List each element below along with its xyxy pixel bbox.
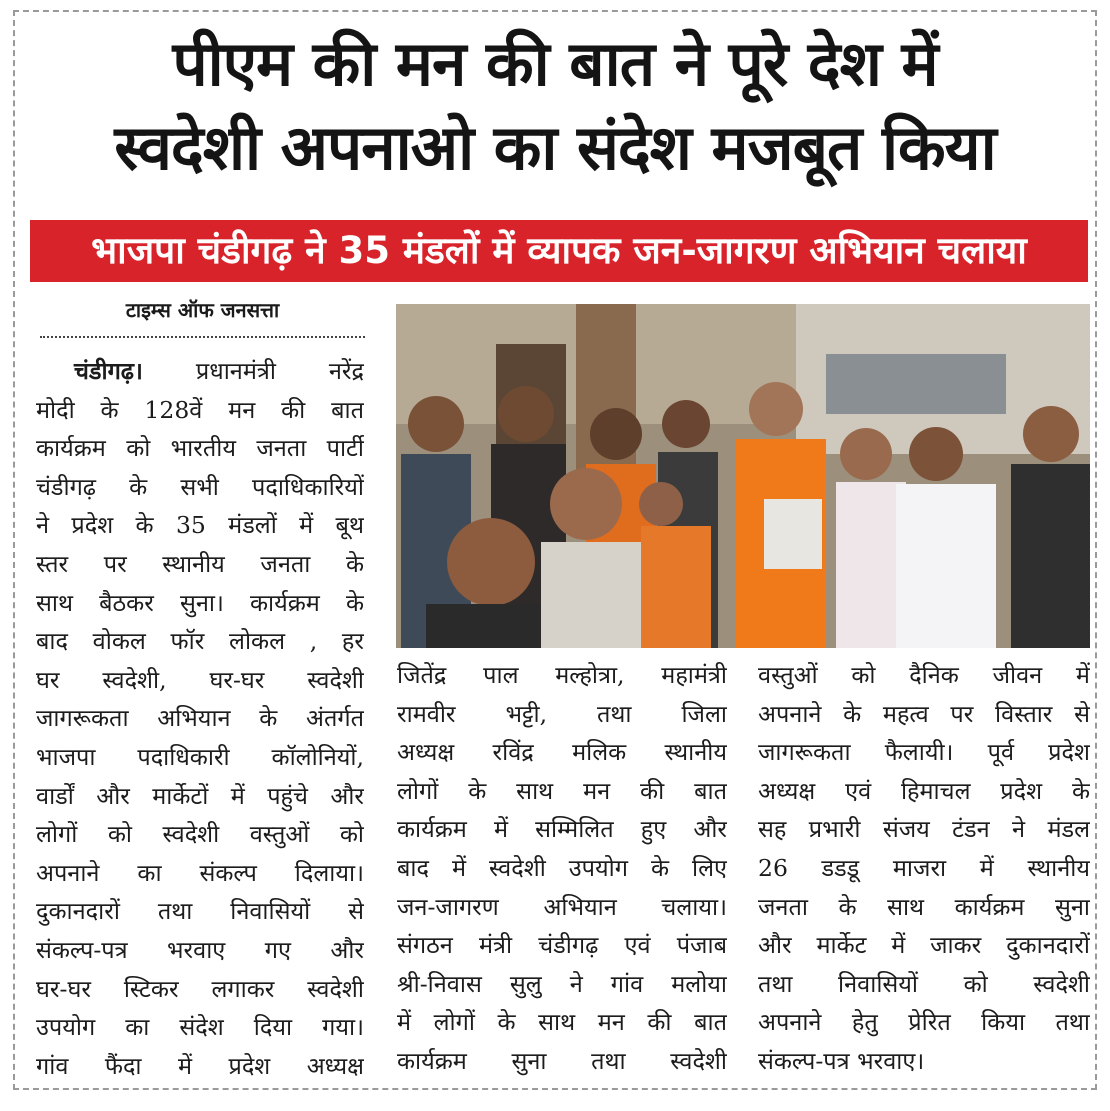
text-line: जन-जागरण अभियान चलाया। (397, 892, 727, 921)
text-line: लोगों के साथ मन की बात (397, 776, 727, 805)
byline-divider (40, 336, 365, 338)
column-1-first-line (36, 352, 364, 391)
byline: टाइम्स ऑफ जनसत्ता (125, 298, 280, 322)
text-line: बाद वोकल फॉर लोकल , हर (36, 627, 364, 656)
text-line: और मार्केट में जाकर दुकानदारों (758, 931, 1090, 960)
article-column-1 (36, 352, 364, 1085)
text-line: घर-घर स्टिकर लगाकर स्वदेशी (36, 974, 364, 1003)
headline-line-2: स्वदेशी अपनाओ का संदेश मजबूत किया (114, 111, 996, 184)
text-line: अध्यक्ष रविंद्र मलिक स्थानीय (397, 738, 727, 767)
text-line: कार्यक्रम सुना तथा स्वदेशी (397, 1046, 727, 1075)
text-line: चंडीगढ़ के सभी पदाधिकारियों (36, 472, 364, 501)
text-line: अपनाने का संकल्प दिलाया। (36, 858, 364, 887)
text-line: संकल्प-पत्र भरवाए। (758, 1046, 925, 1075)
text-line: अपनाने हेतु प्रेरित किया तथा (758, 1008, 1090, 1037)
text-line: वस्तुओं को दैनिक जीवन में (758, 661, 1090, 689)
news-photo (396, 304, 1090, 648)
text-line: जागरूकता फैलायी। पूर्व प्रदेश (758, 738, 1090, 767)
text-line: कार्यक्रम में सम्मिलित हुए और (397, 815, 727, 844)
text-line: में लोगों के साथ मन की बात (397, 1008, 727, 1037)
group-photo-illustration (396, 304, 1090, 648)
subheadline-banner: भाजपा चंडीगढ़ ने 35 मंडलों में व्यापक जन-जागरण अभियान चलाया (30, 220, 1088, 282)
text-line: ने प्रदेश के 35 मंडलों में बूथ (36, 511, 364, 540)
text-line: सह प्रभारी संजय टंडन ने मंडल (758, 815, 1090, 844)
text-line: घर स्वदेशी, घर-घर स्वदेशी (36, 665, 364, 694)
text-line: जागरूकता अभियान के अंतर्गत (36, 704, 364, 733)
dateline: चंडीगढ़। (74, 357, 143, 385)
text-line: वार्डों और मार्केटों में पहुंचे और (36, 781, 364, 810)
headline-line-1: पीएम की मन की बात ने पूरे देश में (172, 27, 938, 100)
text-line: अध्यक्ष एवं हिमाचल प्रदेश के (758, 776, 1090, 805)
text-line: संगठन मंत्री चंडीगढ़ एवं पंजाब (397, 931, 727, 960)
text-line: प्रधानमंत्री नरेंद्र (195, 357, 364, 385)
text-line: भाजपा पदाधिकारी कॉलोनियों, (36, 742, 364, 771)
article-column-2 (397, 656, 727, 1081)
text-line: अपनाने के महत्व पर विस्तार से (758, 699, 1090, 728)
text-line: कार्यक्रम को भारतीय जनता पार्टी (36, 434, 364, 463)
text-line: तथा निवासियों को स्वदेशी (758, 969, 1090, 998)
text-line: गांव फैंदा में प्रदेश अध्यक्ष (36, 1051, 364, 1080)
text-line: संकल्प-पत्र भरवाए गए और (36, 935, 364, 964)
text-line: रामवीर भट्टी, तथा जिला (397, 699, 727, 728)
text-line: उपयोग का संदेश दिया गया। (36, 1013, 364, 1042)
headline (0, 22, 1110, 190)
text-line: बाद में स्वदेशी उपयोग के लिए (397, 853, 727, 882)
text-line: 26 डडडू माजरा में स्थानीय (758, 853, 1090, 882)
text-line: साथ बैठकर सुना। कार्यक्रम के (36, 588, 364, 617)
article-column-3 (758, 656, 1090, 1081)
text-line: जितेंद्र पाल मल्होत्रा, महामंत्री (397, 661, 727, 689)
text-line: जनता के साथ कार्यक्रम सुना (758, 892, 1090, 921)
text-line: लोगों को स्वदेशी वस्तुओं को (36, 820, 364, 849)
text-line: दुकानदारों तथा निवासियों से (36, 897, 364, 926)
text-line: स्तर पर स्थानीय जनता के (36, 549, 364, 578)
text-line: श्री-निवास सुलु ने गांव मलोया (397, 969, 727, 998)
text-line: मोदी के 128वें मन की बात (36, 395, 364, 424)
